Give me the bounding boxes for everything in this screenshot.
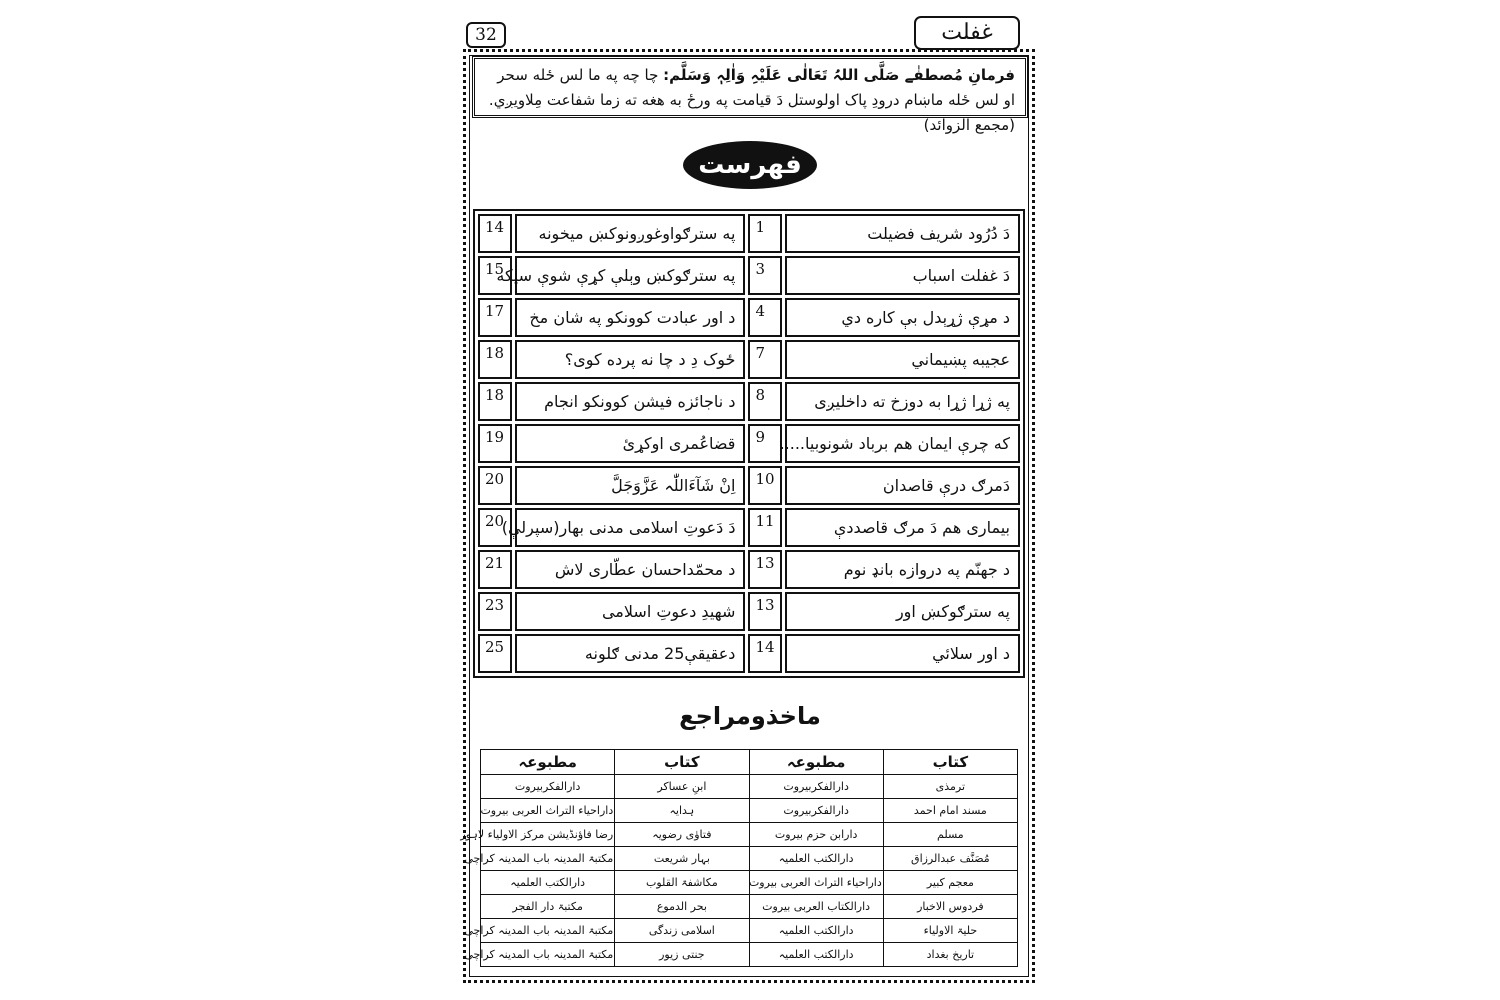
index-row — [478, 424, 1020, 463]
index-entry-title: ځوک دِ د چا نه پرده کوی؟ — [515, 340, 746, 379]
index-row — [478, 382, 1020, 421]
sources-heading: ماخذومراجع — [679, 702, 821, 730]
source-publisher: رضا فاؤنڈیشن مرکز الاولیاء لاہور — [481, 823, 615, 847]
index-entry-title: د اور عبادت کوونکو په شان مخ — [515, 298, 746, 337]
source-publisher: داراحیاء التراث العربی بیروت — [749, 871, 883, 895]
source-book: مُصَنَّف عبدالرزاق — [883, 847, 1017, 871]
source-book: معجم کبیر — [883, 871, 1017, 895]
source-book: مسند امام احمد — [883, 799, 1017, 823]
source-publisher: دارالفکربیروت — [749, 775, 883, 799]
index-entry-title: بیماری هم دَ مرګ قاصددې — [785, 508, 1020, 547]
source-book: جنتی زیور — [615, 943, 749, 967]
index-row — [478, 508, 1020, 547]
index-entry-title: دعقیقې25 مدنی ګلونه — [515, 634, 746, 673]
sources-header-row — [481, 750, 1018, 775]
index-entry-title: د محمّداحسان عطّاری لاش — [515, 550, 746, 589]
index-entry-title: په سترګوکښ وېلې کړې شوې سیکه — [515, 256, 746, 295]
source-publisher: دارالکتب العلمیہ — [749, 847, 883, 871]
index-page-number: 25 — [478, 634, 512, 673]
index-heading: فهرست — [683, 141, 817, 189]
source-publisher: دارالکتب العلمیہ — [749, 919, 883, 943]
hadith-text: چا چه په ما لس ځله سحر او لس ځله ماښام درودِ پاک اولوستل دَ قیامت په ورځ به هغه ته زما شفاعت مِلاویږي. (مجمع الزوائد) — [488, 66, 1015, 134]
sources-table — [460, 749, 1018, 967]
source-publisher: مکتبۃ المدینہ باب المدینہ کراچی — [481, 943, 615, 967]
sources-row — [481, 871, 1018, 895]
index-entry-title: اِنْ شَآءَاللّٰہ عَزَّوَجَلَّ — [515, 466, 746, 505]
index-row — [478, 256, 1020, 295]
index-page-number: 18 — [478, 340, 512, 379]
sources-row — [481, 919, 1018, 943]
source-book: اسلامی زندگی — [615, 919, 749, 943]
index-entry-title: شهیدِ دعوتِ اسلامی — [515, 592, 746, 631]
source-book: ترمذی — [883, 775, 1017, 799]
source-book: تاریخ بغداد — [883, 943, 1017, 967]
index-page-number: 18 — [478, 382, 512, 421]
index-row — [478, 466, 1020, 505]
index-page-number: 3 — [748, 256, 782, 295]
source-publisher: مکتبۃ المدینہ باب المدینہ کراچی — [481, 919, 615, 943]
index-page-number: 14 — [748, 634, 782, 673]
index-entry-title: دَمرګ درې قاصدان — [785, 466, 1020, 505]
index-entry-title: د ناجائزه فیشن کوونکو انجام — [515, 382, 746, 421]
index-entry-title: قضاعُمری اوکړئ — [515, 424, 746, 463]
source-book: مسلم — [883, 823, 1017, 847]
source-publisher: دارالکتاب العربی بیروت — [749, 895, 883, 919]
index-page-number: 4 — [748, 298, 782, 337]
sources-row — [481, 847, 1018, 871]
index-page-number: 10 — [748, 466, 782, 505]
source-publisher: دارابن حزم بیروت — [749, 823, 883, 847]
index-row — [478, 298, 1020, 337]
index-row — [478, 340, 1020, 379]
source-publisher: دارالکتب العلمیہ — [749, 943, 883, 967]
index-page-number: 8 — [748, 382, 782, 421]
hadith-lead: فرمانِ مُصطفٰے صَلَّی اللہُ تَعَالٰی عَلَیْہِ وَاٰلِہٖ وَسَلَّم: — [663, 66, 1015, 84]
source-book: فردوس الاخبار — [883, 895, 1017, 919]
sources-row — [481, 775, 1018, 799]
index-entry-title: د جهنّم په دروازه بانډ نوم — [785, 550, 1020, 589]
source-publisher: دارالفکربیروت — [481, 775, 615, 799]
index-page-number: 11 — [748, 508, 782, 547]
index-page-number: 15 — [478, 256, 512, 295]
sources-col-header: مطبوعہ — [749, 750, 883, 775]
source-book: بحر الدموع — [615, 895, 749, 919]
index-page-number: 20 — [478, 466, 512, 505]
index-entry-title: په سترګوکښ اور — [785, 592, 1020, 631]
index-entry-title: دَ دَعوتِ اسلامی مدنی بهار(سپرلې) — [515, 508, 746, 547]
source-publisher: مکتبۃ المدینہ باب المدینہ کراچی — [481, 847, 615, 871]
source-book: بہار شریعت — [615, 847, 749, 871]
sources-col-header: مطبوعہ — [481, 750, 615, 775]
page-number: 32 — [466, 22, 506, 48]
index-row — [478, 214, 1020, 253]
index-page-number: 9 — [748, 424, 782, 463]
index-entry-title: په ژړا ژړا به دوزخ ته داخلیږی — [785, 382, 1020, 421]
source-book: فتاوٰی رضویہ — [615, 823, 749, 847]
source-book: ابنِ عساکر — [615, 775, 749, 799]
index-row — [478, 634, 1020, 673]
index-page-number: 20 — [478, 508, 512, 547]
source-publisher: داراحیاء التراث العربی بیروت — [481, 799, 615, 823]
index-page-number: 7 — [748, 340, 782, 379]
hadith-box — [472, 56, 1028, 134]
index-page-number: 13 — [748, 592, 782, 631]
book-title: غفلت — [914, 16, 1020, 50]
sources-row — [481, 823, 1018, 847]
sources-row — [481, 799, 1018, 823]
index-table — [473, 209, 1025, 678]
source-publisher: مکتبۃ دار الفجر — [481, 895, 615, 919]
source-book: حلیۃ الاولیاء — [883, 919, 1017, 943]
source-publisher: دارالکتب العلمیہ — [481, 871, 615, 895]
index-entry-title: د مړې ژړېدل بې کاره دي — [785, 298, 1020, 337]
index-page-number: 14 — [478, 214, 512, 253]
source-book: مکاشفۃ القلوب — [615, 871, 749, 895]
source-book: ہدایہ — [615, 799, 749, 823]
sources-col-header: کتاب — [883, 750, 1017, 775]
index-row — [478, 592, 1020, 631]
index-row — [478, 550, 1020, 589]
index-page-number: 13 — [748, 550, 782, 589]
index-entry-title: په سترګواوغوږونوکښ میخونه — [515, 214, 746, 253]
sources-col-header: کتاب — [615, 750, 749, 775]
source-publisher: دارالفکربیروت — [749, 799, 883, 823]
sources-row — [481, 895, 1018, 919]
index-entry-title: دَ دُرُود شریف فضیلت — [785, 214, 1020, 253]
index-page-number: 19 — [478, 424, 512, 463]
index-entry-title: د اور سلائي — [785, 634, 1020, 673]
index-page-number: 21 — [478, 550, 512, 589]
index-entry-title: دَ غفلت اسباب — [785, 256, 1020, 295]
index-page-number: 23 — [478, 592, 512, 631]
index-entry-title: که چرې ایمان هم برباد شونوبیا..... — [785, 424, 1020, 463]
index-page-number: 1 — [748, 214, 782, 253]
sources-row — [481, 943, 1018, 967]
index-page-number: 17 — [478, 298, 512, 337]
index-entry-title: عجیبه پښیماني — [785, 340, 1020, 379]
